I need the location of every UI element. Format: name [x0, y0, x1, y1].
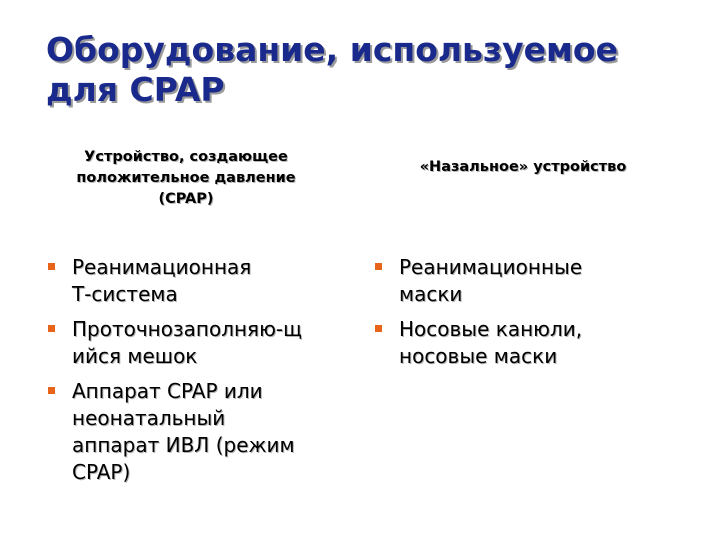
square-bullet-icon [375, 325, 382, 332]
square-bullet-icon [48, 263, 55, 270]
list-item-line: аппарат ИВЛ (режим [72, 433, 295, 457]
square-bullet-icon [48, 325, 55, 332]
left-heading-line: положительное давление [76, 170, 296, 186]
list-item-line: Реанимационная [72, 255, 252, 279]
left-heading-line: Устройство, создающее [84, 149, 288, 165]
slide-title-line: для CPAP [46, 70, 225, 109]
right-heading-line: «Назальное» устройство [419, 159, 627, 175]
list-item-line: ийся мешок [72, 344, 198, 368]
left-bullet-list [46, 254, 356, 494]
square-bullet-icon [375, 263, 382, 270]
left-column-heading [36, 147, 336, 210]
right-column-heading [368, 157, 678, 178]
list-item [373, 316, 673, 370]
list-item-line: маски [399, 282, 463, 306]
list-item-line: Реанимационные [399, 255, 583, 279]
list-item-line: Проточнозаполняю-щ [72, 317, 302, 341]
list-item [46, 254, 356, 308]
list-item [46, 378, 356, 486]
list-item-line: носовые маски [399, 344, 558, 368]
right-bullet-list [373, 254, 673, 378]
slide-title [46, 30, 706, 110]
list-item-line: неонатальный [72, 406, 226, 430]
left-heading-line: (CPAP) [158, 191, 214, 207]
list-item [373, 254, 673, 308]
list-item-line: CPAP) [72, 460, 131, 484]
slide-title-line: Оборудование, используемое [46, 30, 618, 69]
list-item [46, 316, 356, 370]
square-bullet-icon [48, 387, 55, 394]
list-item-line: Т-система [72, 282, 178, 306]
list-item-line: Носовые канюли, [399, 317, 583, 341]
list-item-line: Аппарат CPAP или [72, 379, 263, 403]
